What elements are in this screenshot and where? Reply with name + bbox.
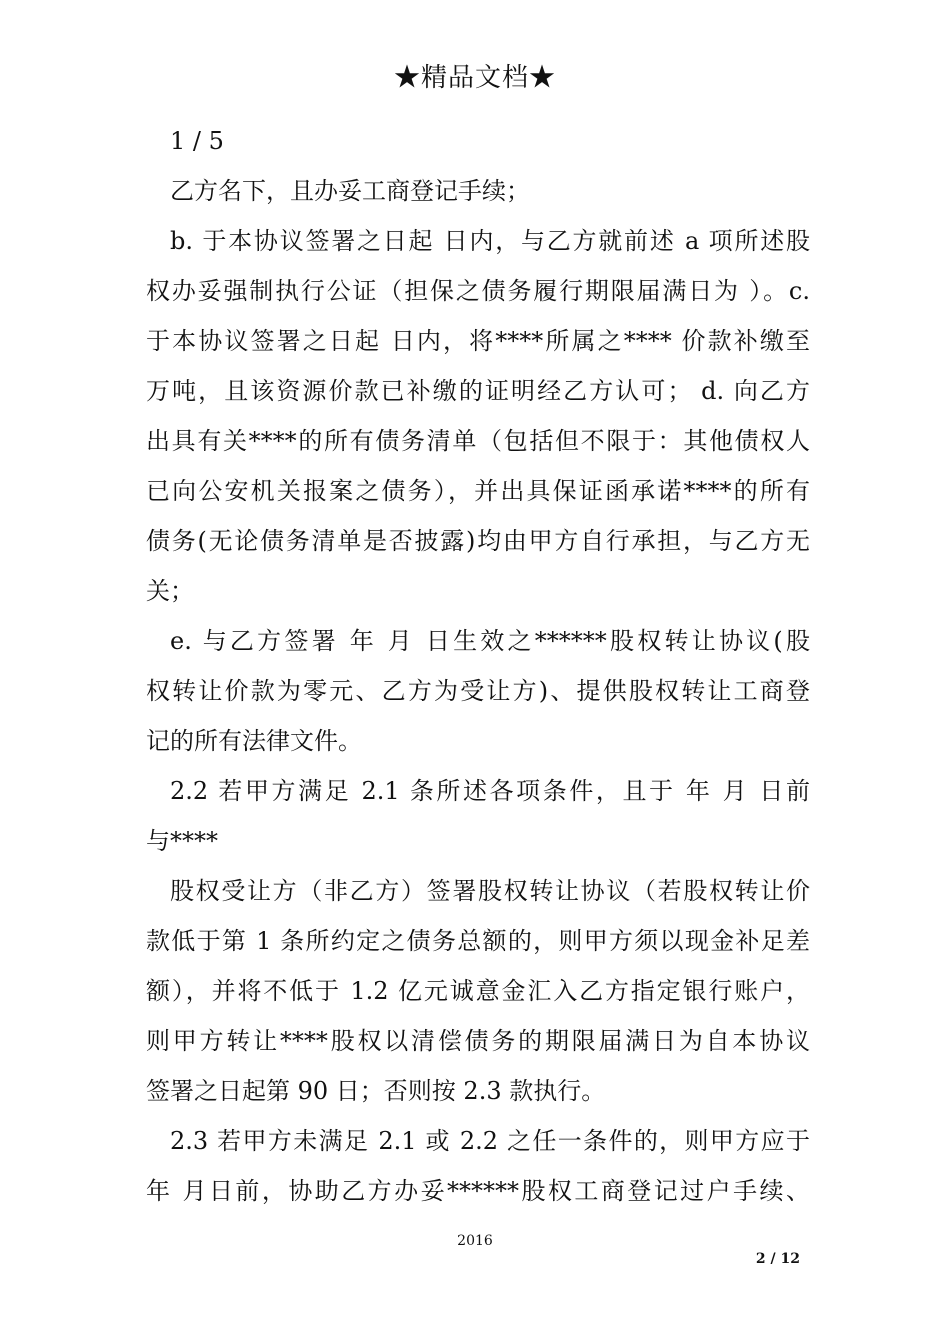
body-line-text: 于本协议签署之日起 日内，将****所属之**** 价款补缴至	[146, 327, 810, 355]
body-line	[146, 916, 810, 966]
body-line-text: 年 月日前，协助乙方办妥******股权工商登记过户手续、	[146, 1177, 810, 1205]
body-line-text: 乙方名下，且办妥工商登记手续；	[170, 177, 530, 205]
body-line	[146, 516, 810, 566]
body-line	[146, 566, 810, 616]
body-line	[146, 116, 810, 166]
body-line	[146, 416, 810, 466]
body-line	[146, 266, 810, 316]
body-line	[146, 716, 810, 766]
body-line-text: e. 与乙方签署 年 月 日生效之******股权转让协议(股	[170, 627, 810, 655]
body-line-text: 2.2 若甲方满足 2.1 条所述各项条件，且于 年 月 日前	[170, 777, 810, 805]
body-line-text: 额），并将不低于 1.2 亿元诚意金汇入乙方指定银行账户，	[146, 977, 810, 1005]
body-line	[146, 1016, 810, 1066]
body-line	[146, 766, 810, 816]
body-line-text: 万吨，且该资源价款已补缴的证明经乙方认可； d. 向乙方	[146, 377, 810, 405]
body-line	[146, 966, 810, 1016]
body-line-text: 则甲方转让****股权以清偿债务的期限届满日为自本协议	[146, 1027, 810, 1055]
body-line-text: 与****	[146, 827, 218, 855]
body-line-text: 出具有关****的所有债务清单（包括但不限于：其他债权人	[146, 427, 810, 455]
body-line	[146, 166, 810, 216]
body-line	[146, 816, 810, 866]
body-line-text: 记的所有法律文件。	[146, 727, 362, 755]
page-number: 2 / 12	[755, 1251, 800, 1267]
body-line	[146, 666, 810, 716]
body-line	[146, 216, 810, 266]
body-line-text: 2.3 若甲方未满足 2.1 或 2.2 之任一条件的，则甲方应于	[170, 1127, 810, 1155]
body-line	[146, 316, 810, 366]
document-header-title: ★精品文档★	[393, 63, 556, 93]
body-line	[146, 866, 810, 916]
document-body	[146, 116, 810, 1216]
body-line	[146, 1116, 810, 1166]
footer-year: 2016	[457, 1233, 493, 1249]
body-line-text: 债务(无论债务清单是否披露)均由甲方自行承担，与乙方无	[146, 527, 810, 555]
body-line	[146, 1166, 810, 1216]
body-line	[146, 1066, 810, 1116]
body-line-text: 签署之日起第 90 日；否则按 2.3 款执行。	[146, 1077, 606, 1105]
body-line	[146, 366, 810, 416]
body-line	[146, 466, 810, 516]
body-line-text: 权转让价款为零元、乙方为受让方)、提供股权转让工商登	[146, 677, 810, 705]
body-line-text: b. 于本协议签署之日起 日内，与乙方就前述 a 项所述股	[170, 227, 810, 255]
body-line-text: 权办妥强制执行公证（担保之债务履行期限届满日为 ）。c.	[146, 277, 810, 305]
body-line-text: 1 / 5	[170, 127, 224, 155]
body-line-text: 股权受让方（非乙方）签署股权转让协议（若股权转让价	[170, 877, 810, 905]
body-line-text: 已向公安机关报案之债务），并出具保证函承诺****的所有	[146, 477, 810, 505]
body-line-text: 关；	[146, 577, 194, 605]
body-line	[146, 616, 810, 666]
body-line-text: 款低于第 1 条所约定之债务总额的，则甲方须以现金补足差	[146, 927, 810, 955]
